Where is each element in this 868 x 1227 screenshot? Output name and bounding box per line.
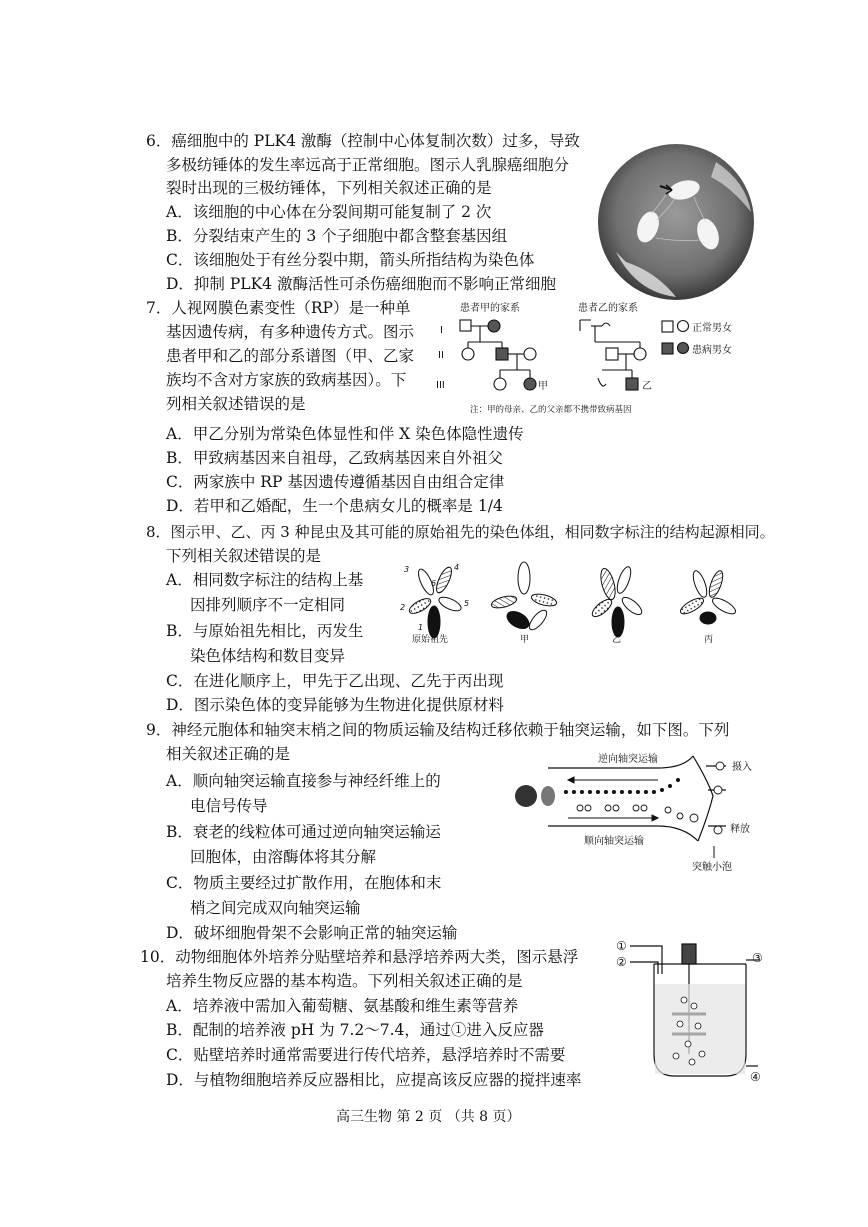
karyotype-yi <box>590 565 645 637</box>
gen-label-3: III <box>436 380 445 391</box>
q10-stem-line-1: 10．动物细胞体外培养分贴壁培养和悬浮培养两大类，图示悬浮 <box>140 948 579 966</box>
q6-stem-line-2: 多极纺锤体的发生率远高于正常细胞。图示人乳腺癌细胞分 <box>166 156 570 174</box>
q7-option-c: C．两家族中 RP 基因遗传遵循基因自由组合定律 <box>166 473 505 491</box>
q9-option-b-2: 回胞体，由溶酶体将其分解 <box>190 848 377 866</box>
num-5: 5 <box>464 599 470 608</box>
legend-male-sick <box>662 343 673 354</box>
a-ii-male-sick <box>496 348 508 360</box>
legend-normal: 正常男女 <box>692 323 732 334</box>
port-4: ④ <box>750 1070 761 1084</box>
q10-option-b: B．配制的培养液 pH 为 7.2～7.4，通过①进入反应器 <box>166 1021 544 1039</box>
axon-transport-figure <box>508 746 772 878</box>
motor <box>682 944 696 964</box>
a-iii-female <box>494 378 506 390</box>
spindle-micrograph <box>596 142 756 302</box>
legend-male-normal <box>662 321 673 332</box>
page-footer: 高三生物 第 2 页 （共 8 页） <box>336 1109 521 1125</box>
q9-option-a-2: 电信号传导 <box>190 797 268 815</box>
label-yi-k: 乙 <box>612 635 622 644</box>
q7-option-a: A．甲乙分别为常染色体显性和伴 X 染色体隐性遗传 <box>166 425 524 443</box>
q9-option-a-1: A．顺向轴突运输直接参与神经纤维上的 <box>166 772 441 790</box>
culture-medium <box>655 984 745 1074</box>
karyotype-bing <box>678 569 738 624</box>
a-i-male <box>460 320 471 331</box>
q8-option-b-1: B．与原始祖先相比，丙发生 <box>166 622 364 640</box>
q8-stem-line-1: 8．图示甲、乙、丙 3 种昆虫及其可能的原始祖先的染色体组，相同数字标注的结构起源相同。 <box>146 523 775 541</box>
karyotype-ancestor <box>407 565 463 638</box>
retro-label: 逆向轴突运输 <box>598 754 658 765</box>
b-ii-male <box>606 348 618 360</box>
q10-stem-line-2: 培养生物反应器的基本构造。下列相关叙述正确的是 <box>166 972 523 990</box>
q6-stem-line-1: 6．癌细胞中的 PLK4 激酶（控制中心体复制次数）过多，导致 <box>146 132 580 150</box>
port-1: ① <box>616 939 627 953</box>
antero-label: 顺向轴突运输 <box>584 836 644 847</box>
q10-option-c: C．贴壁培养时通常需要进行传代培养，悬浮培养时不需要 <box>166 1046 566 1064</box>
legend-sick: 患病男女 <box>692 345 732 356</box>
port-2: ② <box>616 955 627 969</box>
q7-stem-line-1: 7．人视网膜色素变性（RP）是一种单 <box>146 299 411 317</box>
q10-option-a: A．培养液中需加入葡萄糖、氨基酸和维生素等营养 <box>166 997 519 1015</box>
port-3: ③ <box>752 951 763 965</box>
uptake-label: 摄入 <box>732 762 752 773</box>
family-a-title: 患者甲的家系 <box>460 303 520 314</box>
q8-stem-line-2: 下列相关叙述错误的是 <box>166 547 322 565</box>
q8-option-c: C．在进化顺序上，甲先于乙出现、乙先于丙出现 <box>166 672 504 690</box>
q6-option-c: C．该细胞处于有丝分裂中期，箭头所指结构为染色体 <box>166 251 535 269</box>
b-iii-yi <box>626 378 638 390</box>
gen-label-2: II <box>438 350 444 361</box>
q6-option-d: D．抑制 PLK4 激酶活性可杀伤癌细胞而不影响正常细胞 <box>166 275 556 293</box>
q8-option-b-2: 染色体结构和数目变异 <box>190 647 346 665</box>
num-4: 4 <box>454 563 460 572</box>
q7-option-b: B．甲致病基因来自祖母，乙致病基因来自外祖父 <box>166 449 503 467</box>
a-i-female-sick <box>488 320 500 332</box>
family-b-title: 患者乙的家系 <box>578 303 638 314</box>
a-ii-mother <box>524 348 536 360</box>
chromosome-figure <box>396 560 768 644</box>
q8-option-a-2: 因排列顺序不一定相同 <box>190 596 346 614</box>
q9-option-c-2: 梢之间完成双向轴突运输 <box>190 899 361 917</box>
pedigree-figure <box>430 298 760 420</box>
karyotype-jia <box>490 562 558 632</box>
micrograph-field <box>598 144 754 300</box>
q9-option-d: D．破坏细胞骨架不会影响正常的轴突运输 <box>166 924 458 942</box>
release-label: 释放 <box>730 824 750 835</box>
label-jia-k: 甲 <box>520 635 530 644</box>
q7-stem-line-2: 基因遗传病，有多种遗传方式。图示 <box>166 323 415 341</box>
q9-option-b-1: B．衰老的线粒体可通过逆向轴突运输运 <box>166 823 441 841</box>
label-yi: 乙 <box>642 381 652 392</box>
q6-stem-line-3: 裂时出现的三极纺锤体，下列相关叙述正确的是 <box>166 179 492 197</box>
q9-option-c-1: C．物质主要经过扩散作用，在胞体和末 <box>166 874 442 892</box>
q8-option-a-1: A．相同数字标注的结构上基 <box>166 571 364 589</box>
bioreactor-figure <box>614 934 770 1086</box>
label-jia: 甲 <box>538 381 548 392</box>
num-1: 1 <box>418 623 424 632</box>
q8-option-d: D．图示染色体的变异能够为生物进化提供原材料 <box>166 696 504 714</box>
soma-lysosome <box>515 785 537 807</box>
label-ancestor: 原始祖先 <box>412 635 449 644</box>
q7-option-d: D．若甲和乙婚配，生一个患病女儿的概率是 1/4 <box>166 497 503 515</box>
num-2: 2 <box>400 603 406 612</box>
b-ii-female <box>634 348 646 360</box>
q10-option-d: D．与植物细胞培养反应器相比，应提高该反应器的搅拌速率 <box>166 1071 582 1089</box>
q9-stem-line-1: 9．神经元胞体和轴突末梢之间的物质运输及结构迁移依赖于轴突运输，如下图。下列 <box>146 721 730 739</box>
num-6: 6 <box>431 579 437 588</box>
pedigree-note: 注：甲的母亲、乙的父亲都不携带致病基因 <box>470 405 632 415</box>
q6-option-b: B．分裂结束产生的 3 个子细胞中都含整套基因组 <box>166 227 508 245</box>
legend-female-sick <box>678 343 689 354</box>
a-ii-female <box>462 348 474 360</box>
label-bing-k: 丙 <box>704 635 714 644</box>
q6-option-a: A．该细胞的中心体在分裂间期可能复制了 2 次 <box>166 203 492 221</box>
q7-stem-line-4: 族均不含对方家族的致病基因）。下 <box>166 371 407 389</box>
q9-stem-line-2: 相关叙述正确的是 <box>166 745 291 763</box>
legend-female-normal <box>678 321 689 332</box>
gen-label-1: I <box>440 325 443 336</box>
num-3: 3 <box>404 565 410 574</box>
vesicle-label: 突触小泡 <box>692 862 732 873</box>
q7-stem-line-3: 患者甲和乙的部分系谱图（甲、乙家 <box>166 347 415 365</box>
q7-stem-line-5: 列相关叙述错误的是 <box>166 395 306 413</box>
a-iii-jia <box>524 378 536 390</box>
